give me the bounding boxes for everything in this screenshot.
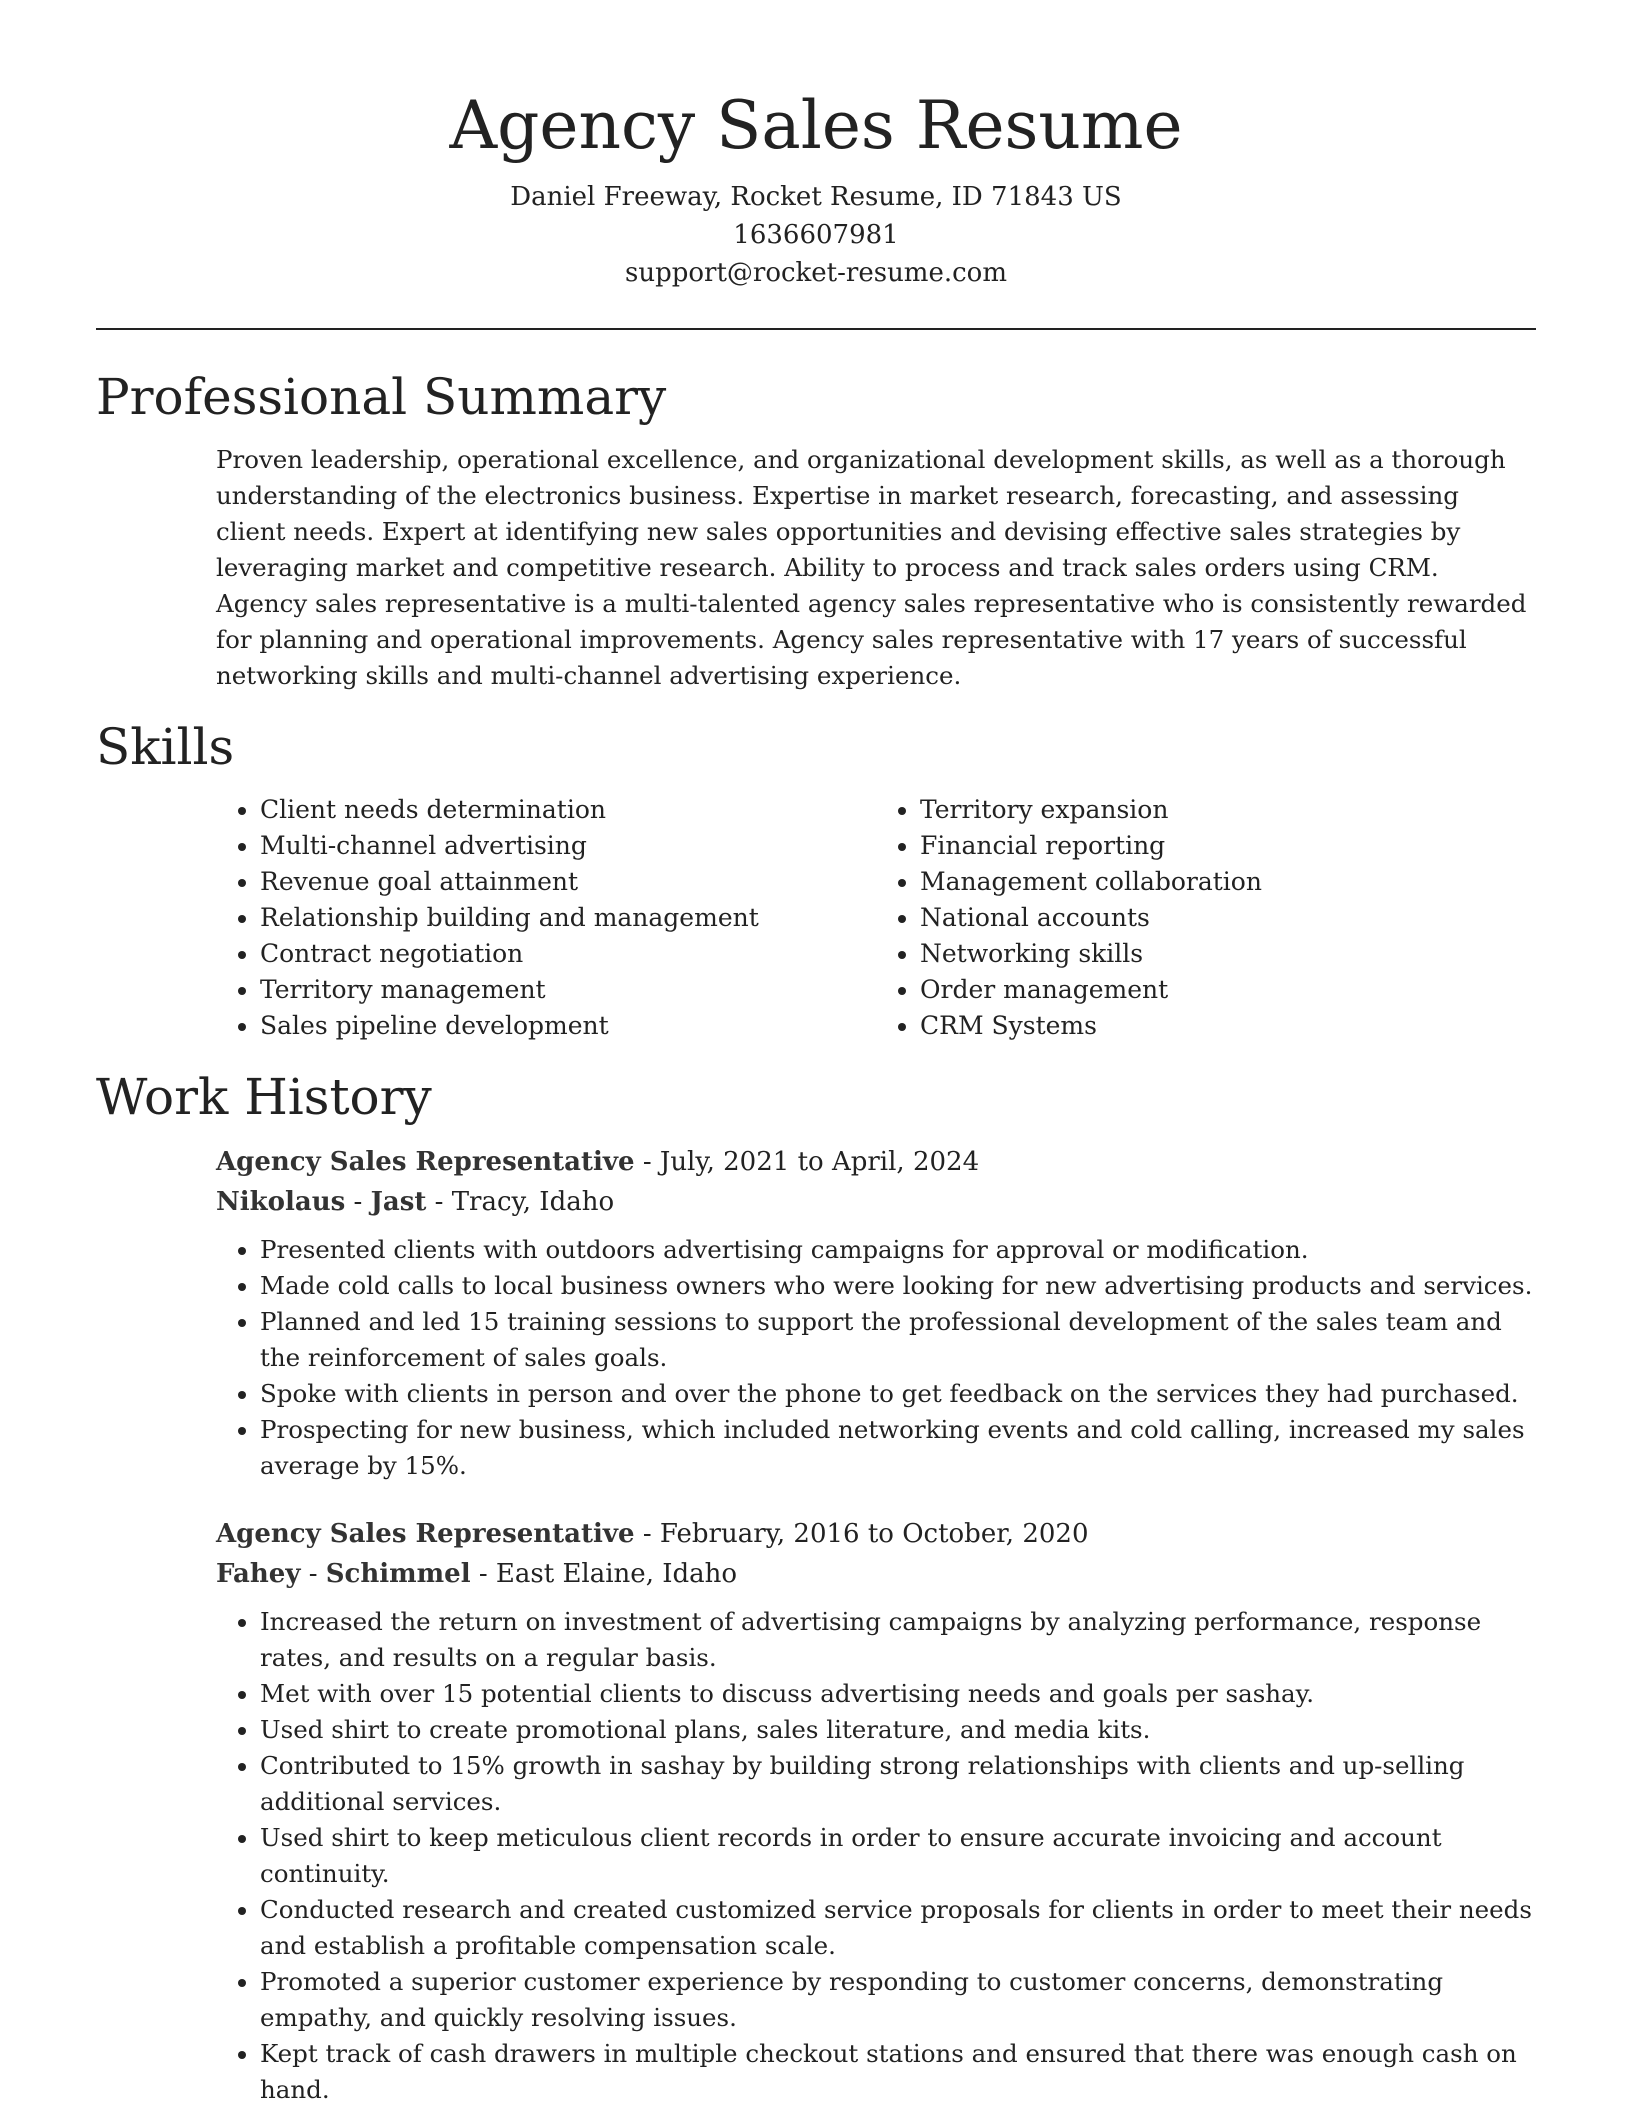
page-title: Agency Sales Resume	[449, 87, 1183, 164]
contact-address: Daniel Freeway, Rocket Resume, ID 71843 US	[510, 182, 1122, 212]
job-bullet: • Presented clients with outdoors advertising campaigns for approval or modification.	[260, 1232, 1536, 1268]
skill-item: • Relationship building and management	[260, 900, 876, 936]
job-location: - Tracy, Idaho	[426, 1187, 615, 1217]
header-divider	[96, 328, 1536, 330]
contact-email: support@rocket-resume.com	[624, 258, 1007, 288]
skill-item: • Revenue goal attainment	[260, 864, 876, 900]
skills-heading: Skills	[96, 718, 235, 776]
skill-item: • Client needs determination	[260, 792, 876, 828]
job-bullets	[216, 1604, 1536, 2108]
skill-item: • Territory expansion	[920, 792, 1536, 828]
skills-column-right	[876, 792, 1536, 1044]
company-separator: -	[345, 1187, 371, 1217]
skill-item: • Contract negotiation	[260, 936, 876, 972]
company-name-part: Schimmel	[325, 1559, 471, 1589]
job-bullet: • Kept track of cash drawers in multiple checkout stations and ensured that there was enough cash on hand.	[260, 2036, 1536, 2108]
job-entry	[216, 1514, 1536, 2108]
skill-item: • Multi-channel advertising	[260, 828, 876, 864]
skills-column-left	[216, 792, 876, 1044]
company-name-part: Fahey	[216, 1559, 301, 1589]
job-location: - East Elaine, Idaho	[470, 1559, 738, 1589]
company-separator: -	[300, 1559, 326, 1589]
job-bullet: • Used shirt to keep meticulous client records in order to ensure accurate invoicing and account continuity.	[260, 1820, 1536, 1892]
job-dates: - February, 2016 to October, 2020	[634, 1519, 1089, 1549]
company-name-part: Nikolaus	[216, 1187, 346, 1217]
skill-item: • CRM Systems	[920, 1008, 1536, 1044]
job-bullet: • Spoke with clients in person and over the phone to get feedback on the services they had purchased.	[260, 1376, 1536, 1412]
skill-item: • Order management	[920, 972, 1536, 1008]
summary-text: Proven leadership, operational excellence, and organizational development skills, as well as a thorough understanding of the electronics business. Expertise in market research, forecasting, and assessing client needs. Expert at identifying new sales opportunities and devising effective sales strategies by leveraging market and competitive research. Ability to process and track sales orders using CRM. Agency sales representative is a multi-talented agency sales representative who is consistently rewarded for planning and operational improvements. Agency sales representative with 17 years of successful networking skills and multi-channel advertising experience.	[216, 445, 1527, 690]
job-company-line	[216, 1554, 1536, 1594]
job-bullet: • Met with over 15 potential clients to discuss advertising needs and goals per sashay.	[260, 1676, 1536, 1712]
job-bullet: • Promoted a superior customer experience by responding to customer concerns, demonstrating empathy, and quickly resolving issues.	[260, 1964, 1536, 2036]
job-bullet: • Planned and led 15 training sessions to support the professional development of the sales team and the reinforcement of sales goals.	[260, 1304, 1536, 1376]
job-bullet: • Made cold calls to local business owners who were looking for new advertising products and services.	[260, 1268, 1536, 1304]
summary-heading: Professional Summary	[96, 368, 667, 426]
skills-list	[216, 792, 1536, 1044]
skill-item: • National accounts	[920, 900, 1536, 936]
job-bullet: • Conducted research and created customized service proposals for clients in order to meet their needs and establish a profitable compensation scale.	[260, 1892, 1536, 1964]
job-bullet: • Used shirt to create promotional plans, sales literature, and media kits.	[260, 1712, 1536, 1748]
company-name-part: Jast	[370, 1187, 427, 1217]
work-history-heading: Work History	[96, 1068, 432, 1126]
job-title: Agency Sales Representative	[216, 1147, 635, 1177]
skill-item: • Financial reporting	[920, 828, 1536, 864]
contact-info	[96, 178, 1536, 292]
job-title-line	[216, 1514, 1536, 1554]
skill-item: • Territory management	[260, 972, 876, 1008]
job-title: Agency Sales Representative	[216, 1519, 635, 1549]
job-dates: - July, 2021 to April, 2024	[634, 1147, 980, 1177]
job-bullet: • Contributed to 15% growth in sashay by building strong relationships with clients and up-selling additional services.	[260, 1748, 1536, 1820]
job-entry	[216, 1142, 1536, 1484]
skill-item: • Management collaboration	[920, 864, 1536, 900]
job-bullet: • Increased the return on investment of advertising campaigns by analyzing performance, response rates, and results on a regular basis.	[260, 1604, 1536, 1676]
skill-item: • Networking skills	[920, 936, 1536, 972]
job-bullet: • Prospecting for new business, which included networking events and cold calling, increased my sales average by 15%.	[260, 1412, 1536, 1484]
job-title-line	[216, 1142, 1536, 1182]
contact-phone: 1636607981	[733, 220, 899, 250]
resume-header	[96, 0, 1536, 292]
job-company-line	[216, 1182, 1536, 1222]
skill-item: • Sales pipeline development	[260, 1008, 876, 1044]
job-bullets	[216, 1232, 1536, 1484]
